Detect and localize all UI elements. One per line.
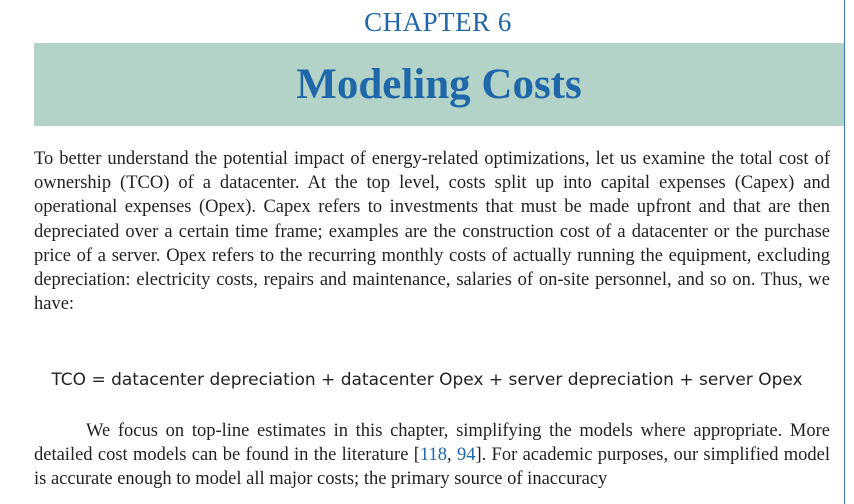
citation-separator: , bbox=[446, 445, 457, 466]
chapter-label: CHAPTER 6 bbox=[364, 7, 512, 37]
tco-equation: TCO = datacenter depreciation + datacenter Opex + server depreciation + server Opex bbox=[51, 370, 803, 390]
focus-paragraph bbox=[34, 419, 830, 492]
chapter-title: Modeling Costs bbox=[296, 61, 582, 108]
chapter-title-band bbox=[34, 43, 844, 126]
intro-paragraph: To better understand the potential impact of energy-related optimizations, let us examine the total cost of ownership (TCO) of a datacenter. At the top level, costs split up into capital expenses (Capex) and operational expenses (Opex). Capex refers to investments that must be made upfront and that are then depreciated over a certain time frame; examples are the construction cost of a datacenter or the purchase price of a server. Opex refers to the recurring monthly costs of actually running the equipment, excluding depreciation: electricity costs, repairs and maintenance, salaries of on-site personnel, and so on. Thus, we have: bbox=[34, 149, 830, 315]
page-margin-rule bbox=[844, 0, 845, 504]
focus-paragraph-text-start: We focus on top-line estimates in this chapter, simplifying the models where appropriate. More detailed cost models can be found in the literature [ bbox=[34, 421, 830, 466]
citation-link-94[interactable]: 94 bbox=[456, 445, 476, 466]
focus-paragraph-text-end: ]. For academic purposes, our simplified model is accurate enough to model all major costs; the primary source of inaccuracy bbox=[34, 445, 831, 490]
citation-link-118[interactable]: 118 bbox=[419, 445, 447, 466]
